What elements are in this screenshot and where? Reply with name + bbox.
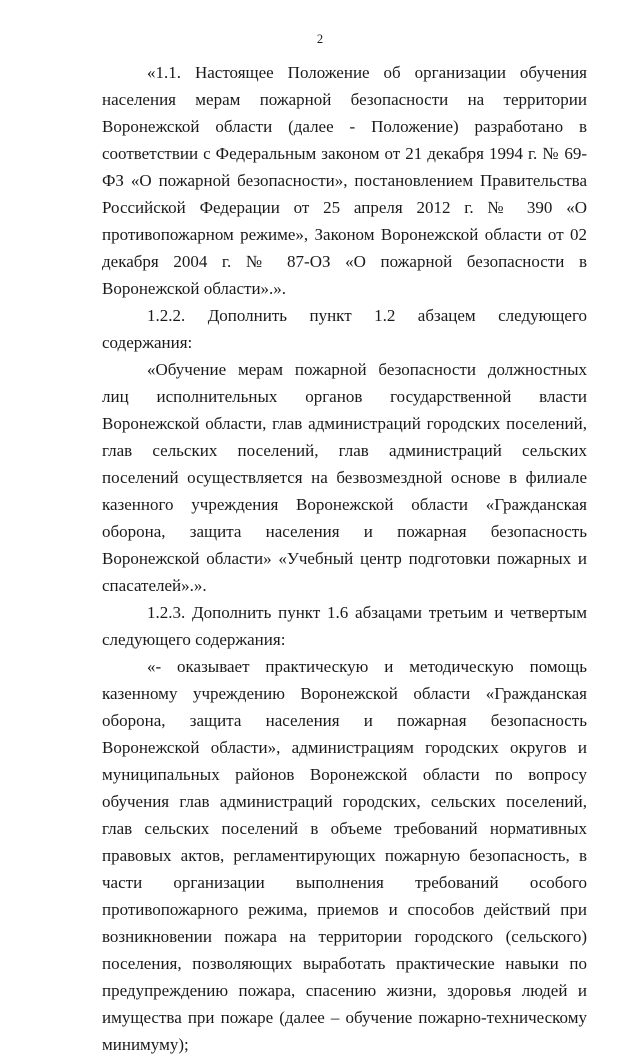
paragraph-amendment-1-2-3: 1.2.3. Дополнить пункт 1.6 абзацами третьим и четвертым следующего содержания: — [102, 603, 587, 649]
paragraph-regulation-basis: «1.1. Настоящее Положение об организации обучения населения мерам пожарной безопасности на территории Воронежской области (далее - Положение) разработано в соответствии с Федеральным законом от 21 декабря 1994 г. № 69-ФЗ «О пожарной безопасности», постановлением Правительства Российской Федерации от 25 апреля 2012 г. № 390 «О противопожарном режиме», Законом Воронежской области от 02 декабря 2004 г. № 87-ОЗ «О пожарной безопасности в Воронежской области».». — [102, 63, 587, 298]
paragraph-training-officials: «Обучение мерам пожарной безопасности должностных лиц исполнительных органов государственной власти Воронежской области, глав администраций городских поселений, глав сельских поселений, глав администраций сельских поселений осуществляется на безвозмездной основе в филиале казенного учреждения Воронежской области «Гражданская оборона, защита населения и пожарная безопасность Воронежской области» «Учебный центр подготовки пожарных и спасателей».». — [102, 360, 587, 595]
paragraph-amendment-1-2-2: 1.2.2. Дополнить пункт 1.2 абзацем следующего содержания: — [102, 306, 587, 352]
document-body — [102, 59, 587, 1058]
page-number: 2 — [316, 32, 324, 46]
paragraph-methodical-assistance: «- оказывает практическую и методическую помощь казенному учреждению Воронежской области «Гражданская оборона, защита населения и пожарная безопасность Воронежской области», администрациям городских округов и муниципальных районов Воронежской области по вопросу обучения глав администраций городских, сельских поселений, глав сельских поселений в объеме требований нормативных правовых актов, регламентирующих пожарную безопасность, в части организации выполнения требований особого противопожарного режима, приемов и способов действий при возникновении пожара на территории городского (сельского) поселения, позволяющих выработать практические навыки по предупреждению пожара, спасению жизни, здоровья людей и имущества при пожаре (далее – обучение пожарно-техническому минимуму); — [102, 657, 587, 1054]
